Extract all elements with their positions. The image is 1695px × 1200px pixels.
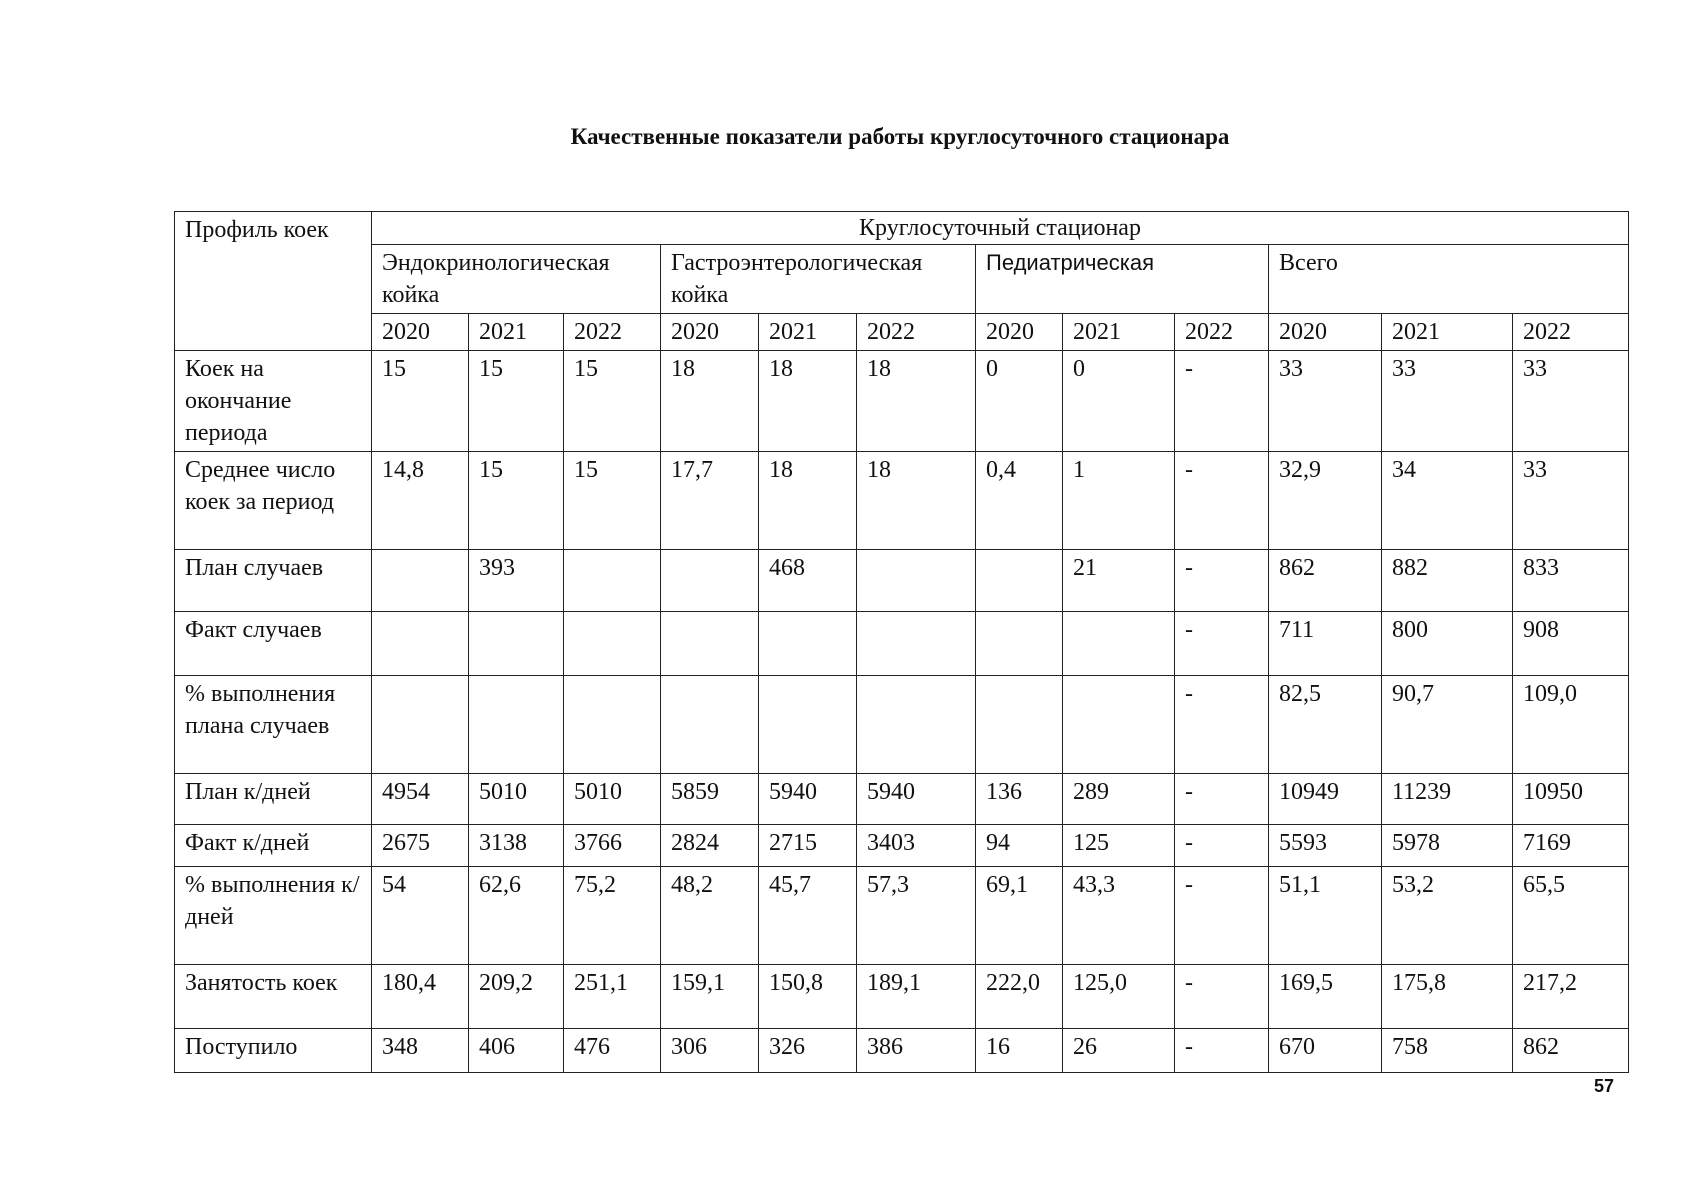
row-label: Коек на окончание периода <box>175 351 372 452</box>
table-cell: 43,3 <box>1063 867 1175 965</box>
table-cell: 5940 <box>857 774 976 825</box>
table-cell: 33 <box>1269 351 1382 452</box>
table-cell: 15 <box>469 351 564 452</box>
row-label: % выполнения к/дней <box>175 867 372 965</box>
table-cell: 251,1 <box>564 965 661 1029</box>
table-cell: 2824 <box>661 825 759 867</box>
table-cell <box>976 612 1063 676</box>
table-cell: 53,2 <box>1382 867 1513 965</box>
table-cell <box>1063 676 1175 774</box>
table-cell: 222,0 <box>976 965 1063 1029</box>
table-cell: 15 <box>564 452 661 550</box>
table-body <box>175 351 1629 1073</box>
table-cell: 15 <box>372 351 469 452</box>
table-cell: - <box>1175 965 1269 1029</box>
table-cell: 4954 <box>372 774 469 825</box>
table-cell: 14,8 <box>372 452 469 550</box>
table-cell: 82,5 <box>1269 676 1382 774</box>
table-cell: 882 <box>1382 550 1513 612</box>
table-cell: 406 <box>469 1029 564 1073</box>
table-cell: 75,2 <box>564 867 661 965</box>
table-cell <box>976 550 1063 612</box>
year-header: 2022 <box>1175 314 1269 351</box>
table-cell: 209,2 <box>469 965 564 1029</box>
table-cell <box>661 550 759 612</box>
table-cell: - <box>1175 867 1269 965</box>
table-cell: 94 <box>976 825 1063 867</box>
year-header: 2020 <box>661 314 759 351</box>
table-cell: - <box>1175 452 1269 550</box>
table-cell: 16 <box>976 1029 1063 1073</box>
table-cell: 11239 <box>1382 774 1513 825</box>
group-header: Всего <box>1269 245 1629 314</box>
table-cell: 48,2 <box>661 867 759 965</box>
group-header: Педиатрическая <box>976 245 1269 314</box>
table-cell: 10950 <box>1513 774 1629 825</box>
table-cell: 3138 <box>469 825 564 867</box>
row-label: Факт случаев <box>175 612 372 676</box>
table-cell: 289 <box>1063 774 1175 825</box>
row-label: Среднее число коек за период <box>175 452 372 550</box>
year-header: 2021 <box>1382 314 1513 351</box>
table-row <box>175 612 1629 676</box>
table-cell: 2715 <box>759 825 857 867</box>
table-cell <box>857 550 976 612</box>
table-cell: 3403 <box>857 825 976 867</box>
table-cell <box>661 612 759 676</box>
table-cell: 0 <box>1063 351 1175 452</box>
table-cell: 136 <box>976 774 1063 825</box>
row-label: Поступило <box>175 1029 372 1073</box>
table-cell: 125 <box>1063 825 1175 867</box>
row-label: Занятость коек <box>175 965 372 1029</box>
table-cell: - <box>1175 676 1269 774</box>
table-cell <box>564 550 661 612</box>
table-row <box>175 550 1629 612</box>
year-header: 2020 <box>976 314 1063 351</box>
table-cell <box>469 612 564 676</box>
table-cell <box>661 676 759 774</box>
table-cell: 32,9 <box>1269 452 1382 550</box>
table-cell: - <box>1175 351 1269 452</box>
table-cell: 18 <box>661 351 759 452</box>
table-cell: 5010 <box>564 774 661 825</box>
year-header: 2021 <box>1063 314 1175 351</box>
table-cell: 10949 <box>1269 774 1382 825</box>
header-row-groups <box>175 245 1629 314</box>
table-cell: 18 <box>759 351 857 452</box>
table-cell: 150,8 <box>759 965 857 1029</box>
group-header: Гастроэнтерологическая койка <box>661 245 976 314</box>
table-cell: 862 <box>1513 1029 1629 1073</box>
table-row <box>175 452 1629 550</box>
table-cell: 109,0 <box>1513 676 1629 774</box>
year-header: 2021 <box>469 314 564 351</box>
table-cell: 306 <box>661 1029 759 1073</box>
table-cell: 862 <box>1269 550 1382 612</box>
table-cell: 0 <box>976 351 1063 452</box>
table-cell: 758 <box>1382 1029 1513 1073</box>
main-header: Круглосуточный стационар <box>372 212 1629 245</box>
group-header: Эндокринологическая койка <box>372 245 661 314</box>
table-cell: 18 <box>857 351 976 452</box>
year-header: 2022 <box>857 314 976 351</box>
row-label: % выполнения плана случаев <box>175 676 372 774</box>
table-cell: 33 <box>1513 452 1629 550</box>
table-cell: 51,1 <box>1269 867 1382 965</box>
table-cell: 386 <box>857 1029 976 1073</box>
table-cell: 180,4 <box>372 965 469 1029</box>
document-title: Качественные показатели работы круглосуточного стационара <box>570 124 1230 149</box>
table-cell: 189,1 <box>857 965 976 1029</box>
table-cell <box>469 676 564 774</box>
table-cell <box>564 676 661 774</box>
table-cell: 7169 <box>1513 825 1629 867</box>
year-header: 2022 <box>1513 314 1629 351</box>
table-cell: 326 <box>759 1029 857 1073</box>
table-cell: 217,2 <box>1513 965 1629 1029</box>
table-cell: 348 <box>372 1029 469 1073</box>
table-cell <box>857 612 976 676</box>
header-row-main <box>175 212 1629 245</box>
table-cell: 3766 <box>564 825 661 867</box>
table-cell: 5010 <box>469 774 564 825</box>
table-cell <box>372 676 469 774</box>
table-row <box>175 676 1629 774</box>
table-cell: 833 <box>1513 550 1629 612</box>
table-cell: 57,3 <box>857 867 976 965</box>
table-cell: 5978 <box>1382 825 1513 867</box>
table-cell: 5593 <box>1269 825 1382 867</box>
table-cell <box>372 550 469 612</box>
table-cell: 5940 <box>759 774 857 825</box>
table-cell: 21 <box>1063 550 1175 612</box>
table-row <box>175 825 1629 867</box>
table-cell: 175,8 <box>1382 965 1513 1029</box>
table-cell: 125,0 <box>1063 965 1175 1029</box>
indicators-table <box>174 211 1629 1073</box>
year-header: 2020 <box>1269 314 1382 351</box>
table-cell <box>759 676 857 774</box>
page-number: 57 <box>1594 1076 1615 1096</box>
year-header: 2021 <box>759 314 857 351</box>
table-cell: - <box>1175 612 1269 676</box>
table-cell: 45,7 <box>759 867 857 965</box>
year-header: 2022 <box>564 314 661 351</box>
row-label: План случаев <box>175 550 372 612</box>
table-cell: 670 <box>1269 1029 1382 1073</box>
table-row <box>175 867 1629 965</box>
table-cell <box>976 676 1063 774</box>
table-cell: 711 <box>1269 612 1382 676</box>
table-cell: 26 <box>1063 1029 1175 1073</box>
table-cell: 15 <box>469 452 564 550</box>
table-cell: - <box>1175 1029 1269 1073</box>
table-cell: 800 <box>1382 612 1513 676</box>
table-cell: 65,5 <box>1513 867 1629 965</box>
table-cell: - <box>1175 550 1269 612</box>
table-cell: 69,1 <box>976 867 1063 965</box>
table-cell <box>1063 612 1175 676</box>
table-cell: 476 <box>564 1029 661 1073</box>
table-cell: 33 <box>1513 351 1629 452</box>
table-cell: - <box>1175 825 1269 867</box>
table-cell: 1 <box>1063 452 1175 550</box>
year-header: 2020 <box>372 314 469 351</box>
table-cell: 17,7 <box>661 452 759 550</box>
table-cell: 15 <box>564 351 661 452</box>
table-cell: - <box>1175 774 1269 825</box>
table-cell: 159,1 <box>661 965 759 1029</box>
table-cell <box>372 612 469 676</box>
table-cell: 908 <box>1513 612 1629 676</box>
table-cell <box>564 612 661 676</box>
table-cell: 54 <box>372 867 469 965</box>
table-cell: 34 <box>1382 452 1513 550</box>
row-label: План к/дней <box>175 774 372 825</box>
table-cell: 90,7 <box>1382 676 1513 774</box>
table-row <box>175 1029 1629 1073</box>
table-row <box>175 965 1629 1029</box>
table-cell: 33 <box>1382 351 1513 452</box>
table-row <box>175 774 1629 825</box>
table-cell: 18 <box>857 452 976 550</box>
table-row <box>175 351 1629 452</box>
table-cell: 468 <box>759 550 857 612</box>
header-row-years <box>175 314 1629 351</box>
table-cell: 393 <box>469 550 564 612</box>
row-label: Факт к/дней <box>175 825 372 867</box>
table-cell: 2675 <box>372 825 469 867</box>
table-cell <box>857 676 976 774</box>
table-cell: 0,4 <box>976 452 1063 550</box>
table-cell: 18 <box>759 452 857 550</box>
table-cell <box>759 612 857 676</box>
table-cell: 62,6 <box>469 867 564 965</box>
table-cell: 5859 <box>661 774 759 825</box>
profile-header: Профиль коек <box>175 212 372 351</box>
table-cell: 169,5 <box>1269 965 1382 1029</box>
